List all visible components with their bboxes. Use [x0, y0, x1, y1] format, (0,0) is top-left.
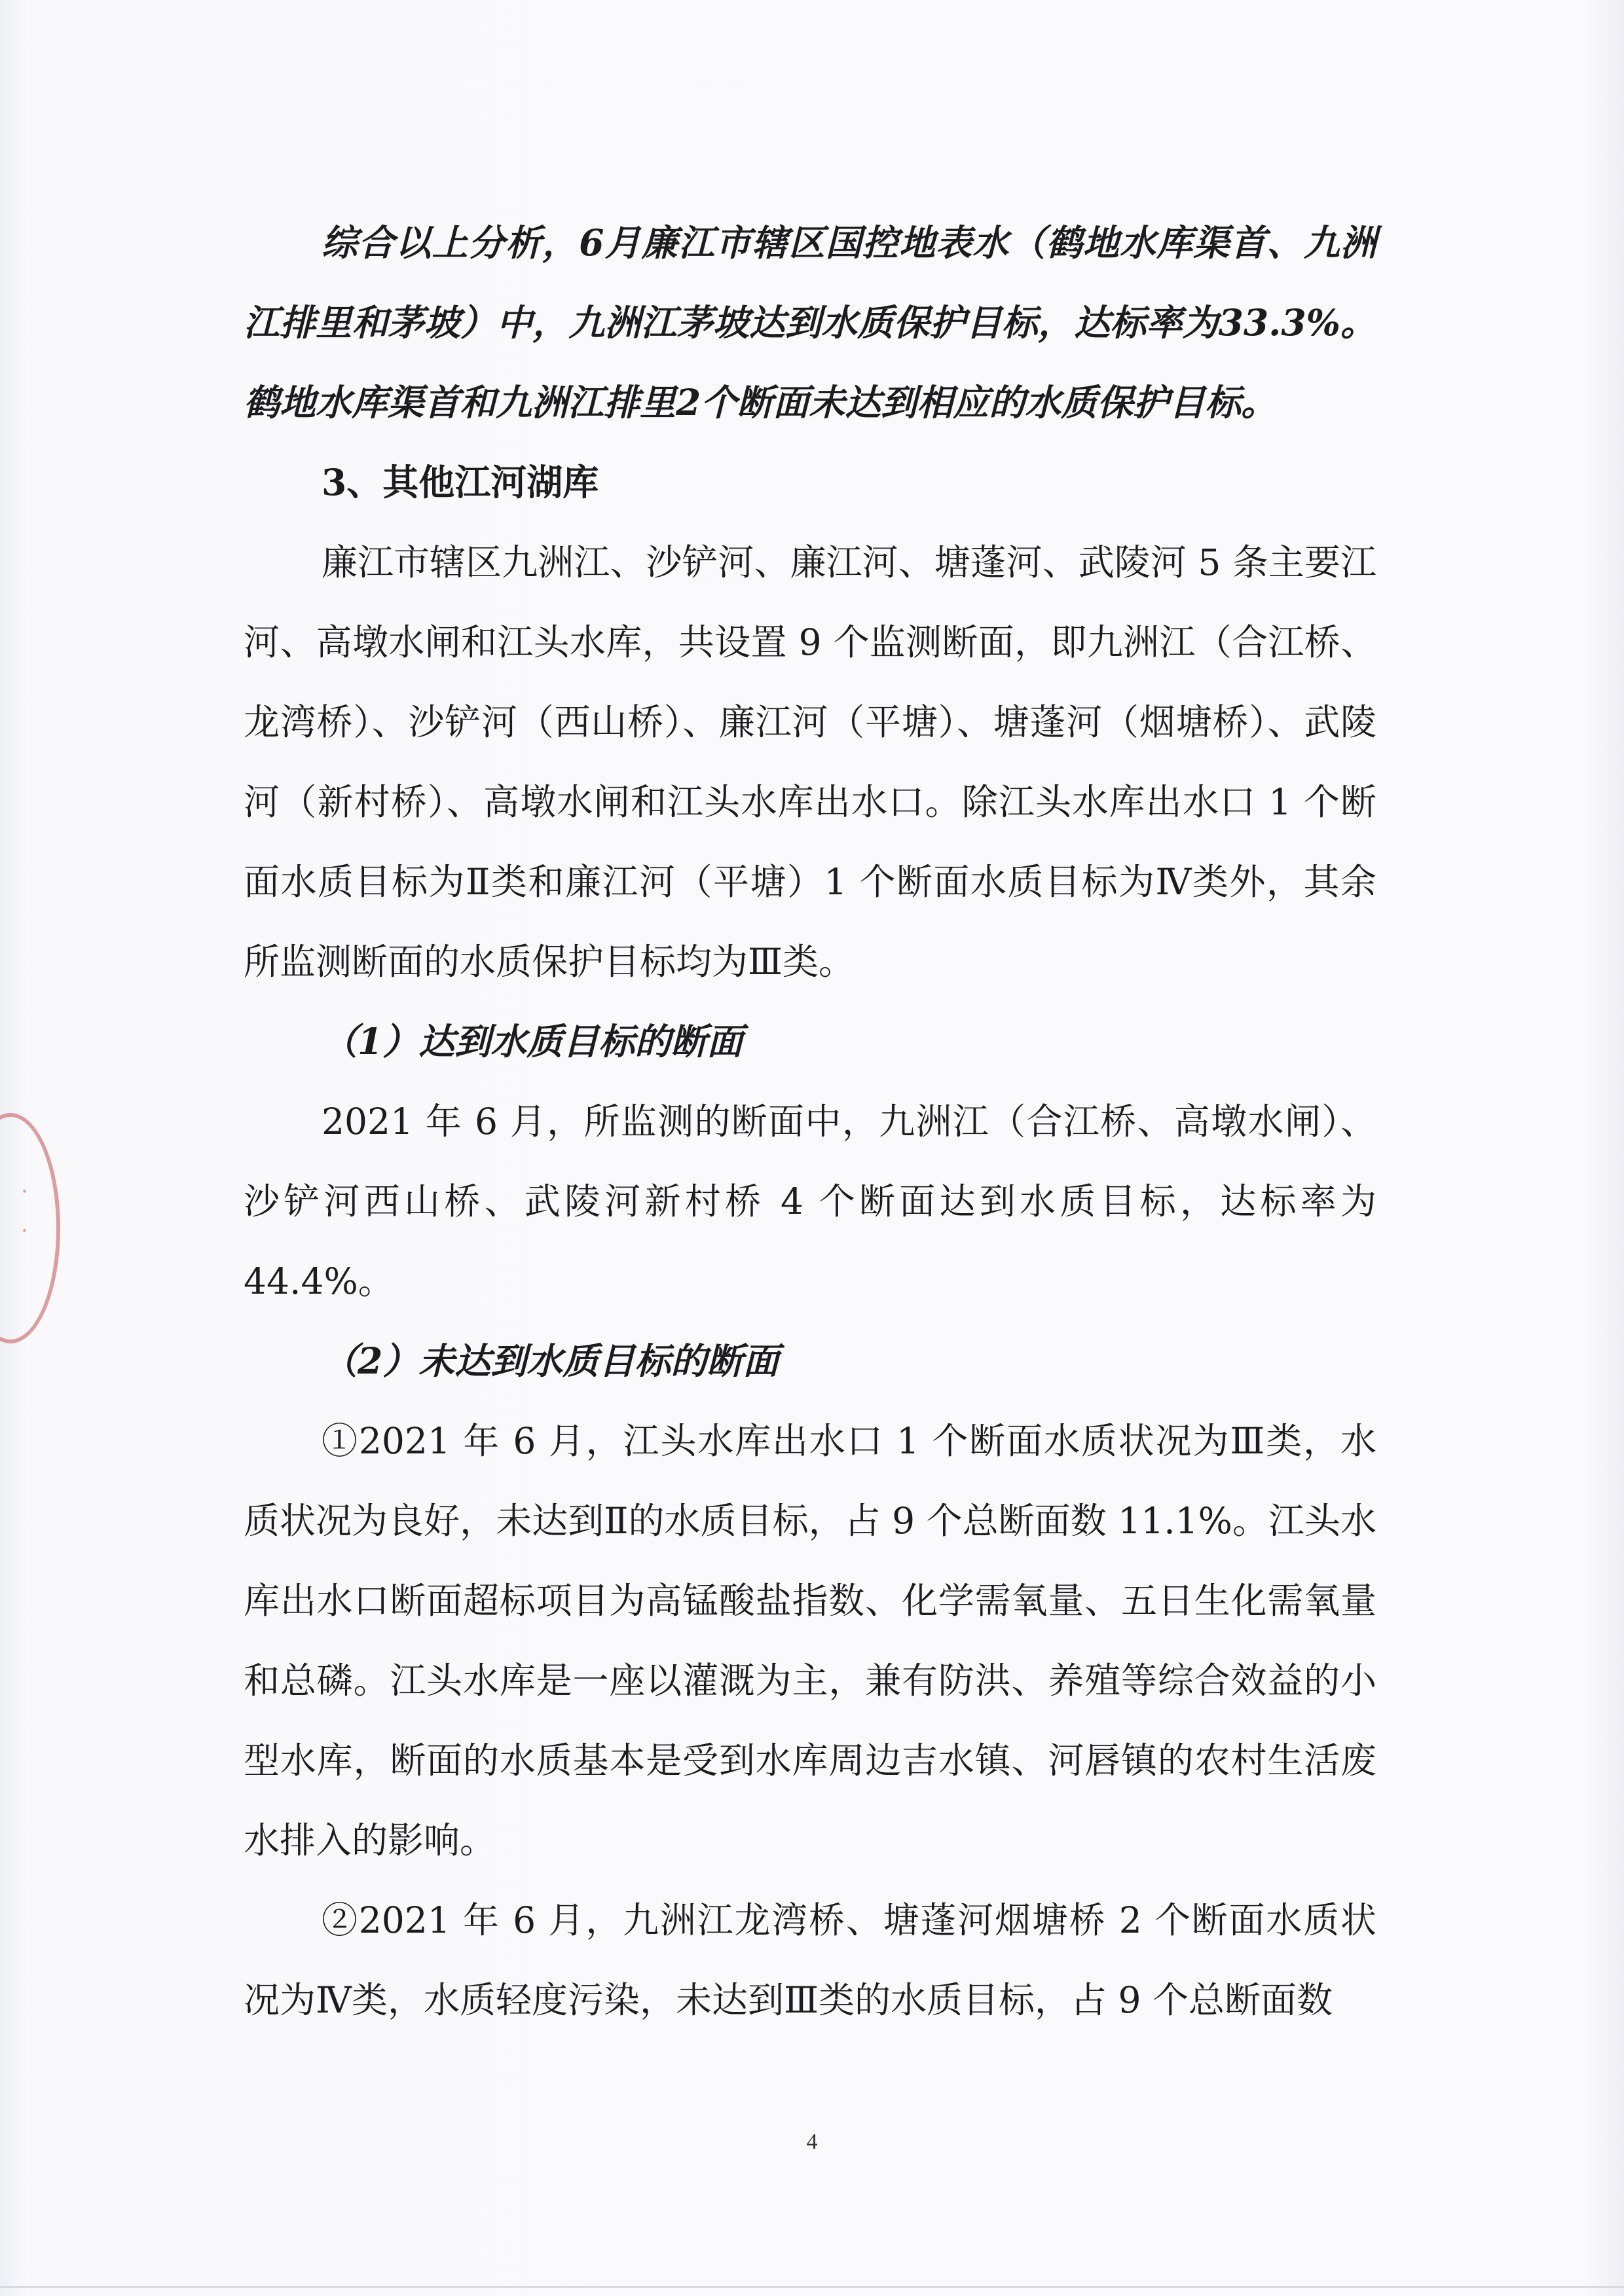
scan-edge-line — [0, 2286, 1624, 2288]
subsection-heading-1: （1）达到水质目标的断面 — [322, 1020, 743, 1063]
subsection-1-paragraph: 2021 年 6 月，所监测的断面中，九洲江（合江桥、高墩水闸）、沙铲河西山桥、武陵河新村桥 4 个断面达到水质目标，达标率为 44.4%。 — [244, 1101, 1376, 1302]
section-heading-3: 3、其他江河湖库 — [322, 461, 599, 503]
body-text — [244, 203, 1376, 2040]
subsection-heading-2: （2）未达到水质目标的断面 — [322, 1339, 779, 1382]
intro-paragraph: 廉江市辖区九洲江、沙铲河、廉江河、塘蓬河、武陵河 5 条主要江河、高墩水闸和江头水库，共设置 9 个监测断面，即九洲江（合江桥、龙湾桥）、沙铲河（西山桥）、廉江河（平塘）、塘蓬河（烟塘桥）、武陵河（新村桥）、高墩水闸和江头水库出水口。除江头水库出水口 1 个断面水质目标为Ⅱ类和廉江河（平塘）1 个断面水质目标为Ⅳ类外，其余所监测断面的水质保护目标均为Ⅲ类。 — [244, 541, 1376, 983]
subsection-2-item-1: ①2021 年 6 月，江头水库出水口 1 个断面水质状况为Ⅲ类，水质状况为良好，未达到Ⅱ的水质目标，占 9 个总断面数 11.1%。江头水库出水口断面超标项目为高锰酸盐指数、化学需氧量、五日生化需氧量和总磷。江头水库是一座以灌溉为主，兼有防洪、养殖等综合效益的小型水库，断面的水质基本是受到水库周边吉水镇、河唇镇的农村生活废水排入的影响。 — [244, 1420, 1376, 1861]
page-number: 4 — [806, 2130, 818, 2154]
subsection-2-item-2: ②2021 年 6 月，九洲江龙湾桥、塘蓬河烟塘桥 2 个断面水质状况为Ⅳ类，水质轻度污染，未达到Ⅲ类的水质目标，占 9 个总断面数 — [244, 1899, 1376, 2021]
seal-stamp-text-fragment: · · — [21, 1178, 28, 1244]
summary-paragraph: 综合以上分析，6月廉江市辖区国控地表水（鹤地水库渠首、九洲江排里和茅坡）中，九洲江茅坡达到水质保护目标，达标率为33.3%。鹤地水库渠首和九洲江排里2个断面未达到相应的水质保护目标。 — [244, 221, 1376, 424]
